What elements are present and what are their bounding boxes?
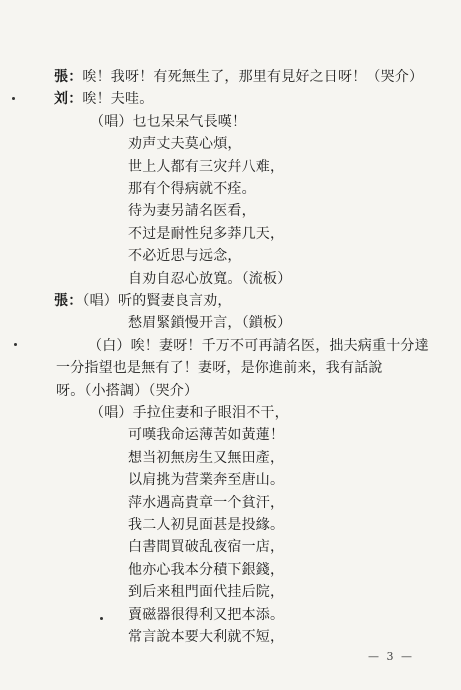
line-text: 唉！我呀！有死無生了，那里有見好之日呀！（哭介） <box>82 69 424 85</box>
text-line <box>128 449 284 467</box>
speaker-label: 刘： <box>54 91 83 107</box>
ink-speck <box>100 617 103 620</box>
line-text: 想当初無房生又無田產， <box>128 450 285 466</box>
line-text: 賣磁器很得利又把本添。 <box>128 607 285 623</box>
text-line <box>128 538 284 556</box>
text-line <box>128 225 284 243</box>
text-line <box>128 180 256 198</box>
line-text: 不必近思与远念， <box>128 248 242 264</box>
text-line <box>54 292 232 310</box>
speaker-label: 張： <box>54 293 83 309</box>
line-text: 唉！夫哇。 <box>82 91 154 107</box>
text-line <box>54 68 423 86</box>
text-line <box>128 606 284 624</box>
line-text: 可嘆我命运薄苦如黃蓮！ <box>128 427 285 443</box>
line-text: 呀。（小搭調）（哭介） <box>56 383 199 399</box>
line-text: 愁眉緊鎖慢开言，（鎖板） <box>128 315 292 331</box>
line-text: （唱）听的賢妻良言劝， <box>82 293 232 309</box>
text-line <box>54 90 153 108</box>
line-text: 到后来租門面代挂后院， <box>128 584 285 600</box>
line-text: 世上人都有三灾幷八难， <box>128 159 285 175</box>
text-line <box>90 113 246 131</box>
line-text: 待为妻另請名医看， <box>128 203 256 219</box>
text-line <box>128 471 284 489</box>
line-text: 他亦心我本分積下銀錢， <box>128 562 285 578</box>
line-text: 一分指望也是無有了！妻呀，是你進前来，我有話說 <box>56 360 383 376</box>
page-number: — 3 — <box>368 650 414 663</box>
text-line <box>56 359 383 377</box>
line-text: 不过是耐性兒多莽几天， <box>128 226 285 242</box>
line-text: 劝声丈夫莫心煩， <box>128 136 242 152</box>
line-text: 以肩挑为营業奔至唐山。 <box>128 472 285 488</box>
line-text: 我二人初見面甚是投緣。 <box>128 517 285 533</box>
ink-speck <box>12 97 15 100</box>
line-text: （唱）乜乜呆呆气長嘆！ <box>90 114 247 130</box>
text-line <box>128 314 291 332</box>
text-line <box>128 158 284 176</box>
text-line <box>128 135 242 153</box>
text-line <box>128 426 284 444</box>
text-line <box>128 561 284 579</box>
line-text: 那有个得病就不痊。 <box>128 181 256 197</box>
text-line <box>56 382 198 400</box>
text-line <box>128 270 291 288</box>
text-line <box>128 247 242 265</box>
text-line <box>128 202 256 220</box>
line-text: 常言說本要大利就不短， <box>128 629 285 645</box>
ink-speck <box>14 343 17 346</box>
text-line <box>128 583 284 601</box>
text-line <box>88 337 429 355</box>
line-text: （白）唉！妻呀！千万不可再請名医，拙夫病重十分達 <box>88 338 429 354</box>
speaker-label: 張： <box>54 69 83 85</box>
text-line <box>128 516 284 534</box>
line-text: 白書間買破乱夜宿一店， <box>128 539 285 555</box>
text-line <box>128 494 284 512</box>
text-line <box>90 404 289 422</box>
text-line <box>128 628 284 646</box>
line-text: 自劝自忍心放寬。（流板） <box>128 271 292 287</box>
line-text: （唱）手拉住妻和子眼泪不干， <box>90 405 289 421</box>
line-text: 萍水遇高貴章一个貧汗， <box>128 495 285 511</box>
